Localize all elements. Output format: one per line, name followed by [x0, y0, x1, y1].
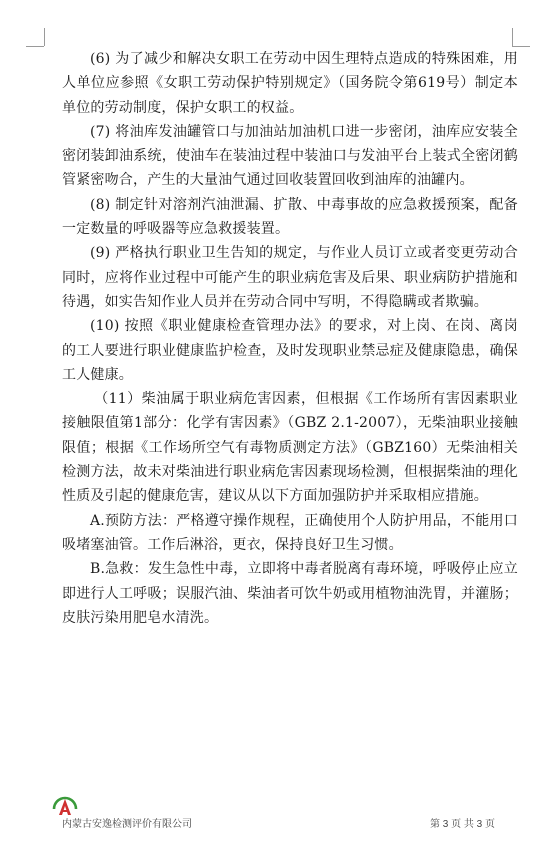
page-footer — [0, 793, 552, 833]
paragraph-8: (8) 制定针对溶剂汽油泄漏、扩散、中毒事故的应急救援预案，配备一定数量的呼吸器等应急救援装置。 — [62, 196, 518, 238]
paragraph-prevention: A.预防方法：严格遵守操作规程，正确使用个人防护用品，不能用口吸堵塞油管。工作后淋浴，更衣，保持良好卫生习惯。 — [62, 512, 518, 553]
page-number: 第 3 页 共 3 页 — [430, 819, 496, 830]
paragraph-10: (10) 按照《职业健康检查管理办法》的要求，对上岗、在岗、离岗的工人要进行职业健康监护检查，及时发现职业禁忌症及健康隐患，确保工人健康。 — [62, 318, 518, 383]
crop-mark-left-horizontal — [26, 46, 44, 47]
company-name: 内蒙古安逸检测评价有限公司 — [62, 819, 192, 830]
crop-mark-left-vertical — [44, 28, 45, 46]
paragraph-9: (9) 严格执行职业卫生告知的规定，与作业人员订立或者变更劳动合同时，应将作业过程中可能产生的职业病危害及后果、职业病防护措施和待遇，如实告知作业人员并在劳动合同中写明，不得隐瞒或者欺骗。 — [62, 245, 518, 310]
paragraph-11: （11）柴油属于职业病危害因素，但根据《工作场所有害因素职业接触限值第1部分：化学有害因素》（GBZ 2.1-2007），无柴油职业接触限值；根据《工作场所空气有毒物质测定方法》（GBZ160）无柴油相关检测方法，故未对柴油进行职业病危害因素现场检测，但根据柴油的理化性质及引起的健康危害，建议从以下方面加强防护并采取相应措施。 — [62, 391, 518, 505]
crop-mark-right-vertical — [512, 28, 513, 46]
document-body — [62, 47, 518, 630]
paragraph-first-aid: B.急救：发生急性中毒，立即将中毒者脱离有毒环境，呼吸停止应立即进行人工呼吸；误服汽油、柴油者可饮牛奶或用植物油洗胃，并灌肠；皮肤污染用肥皂水清洗。 — [62, 561, 518, 626]
paragraph-6: (6) 为了减少和解决女职工在劳动中因生理特点造成的特殊困难，用人单位应参照《女职工劳动保护特别规定》（国务院令第619号）制定本单位的劳动制度，保护女职工的权益。 — [62, 51, 518, 116]
paragraph-7: (7) 将油库发油罐管口与加油站加油机口进一步密闭，油库应安装全密闭装卸油系统，使油车在装油过程中装油口与发油平台上装式全密闭鹤管紧密吻合，产生的大量油气通过回收装置回收到油库的油罐内。 — [62, 123, 518, 189]
